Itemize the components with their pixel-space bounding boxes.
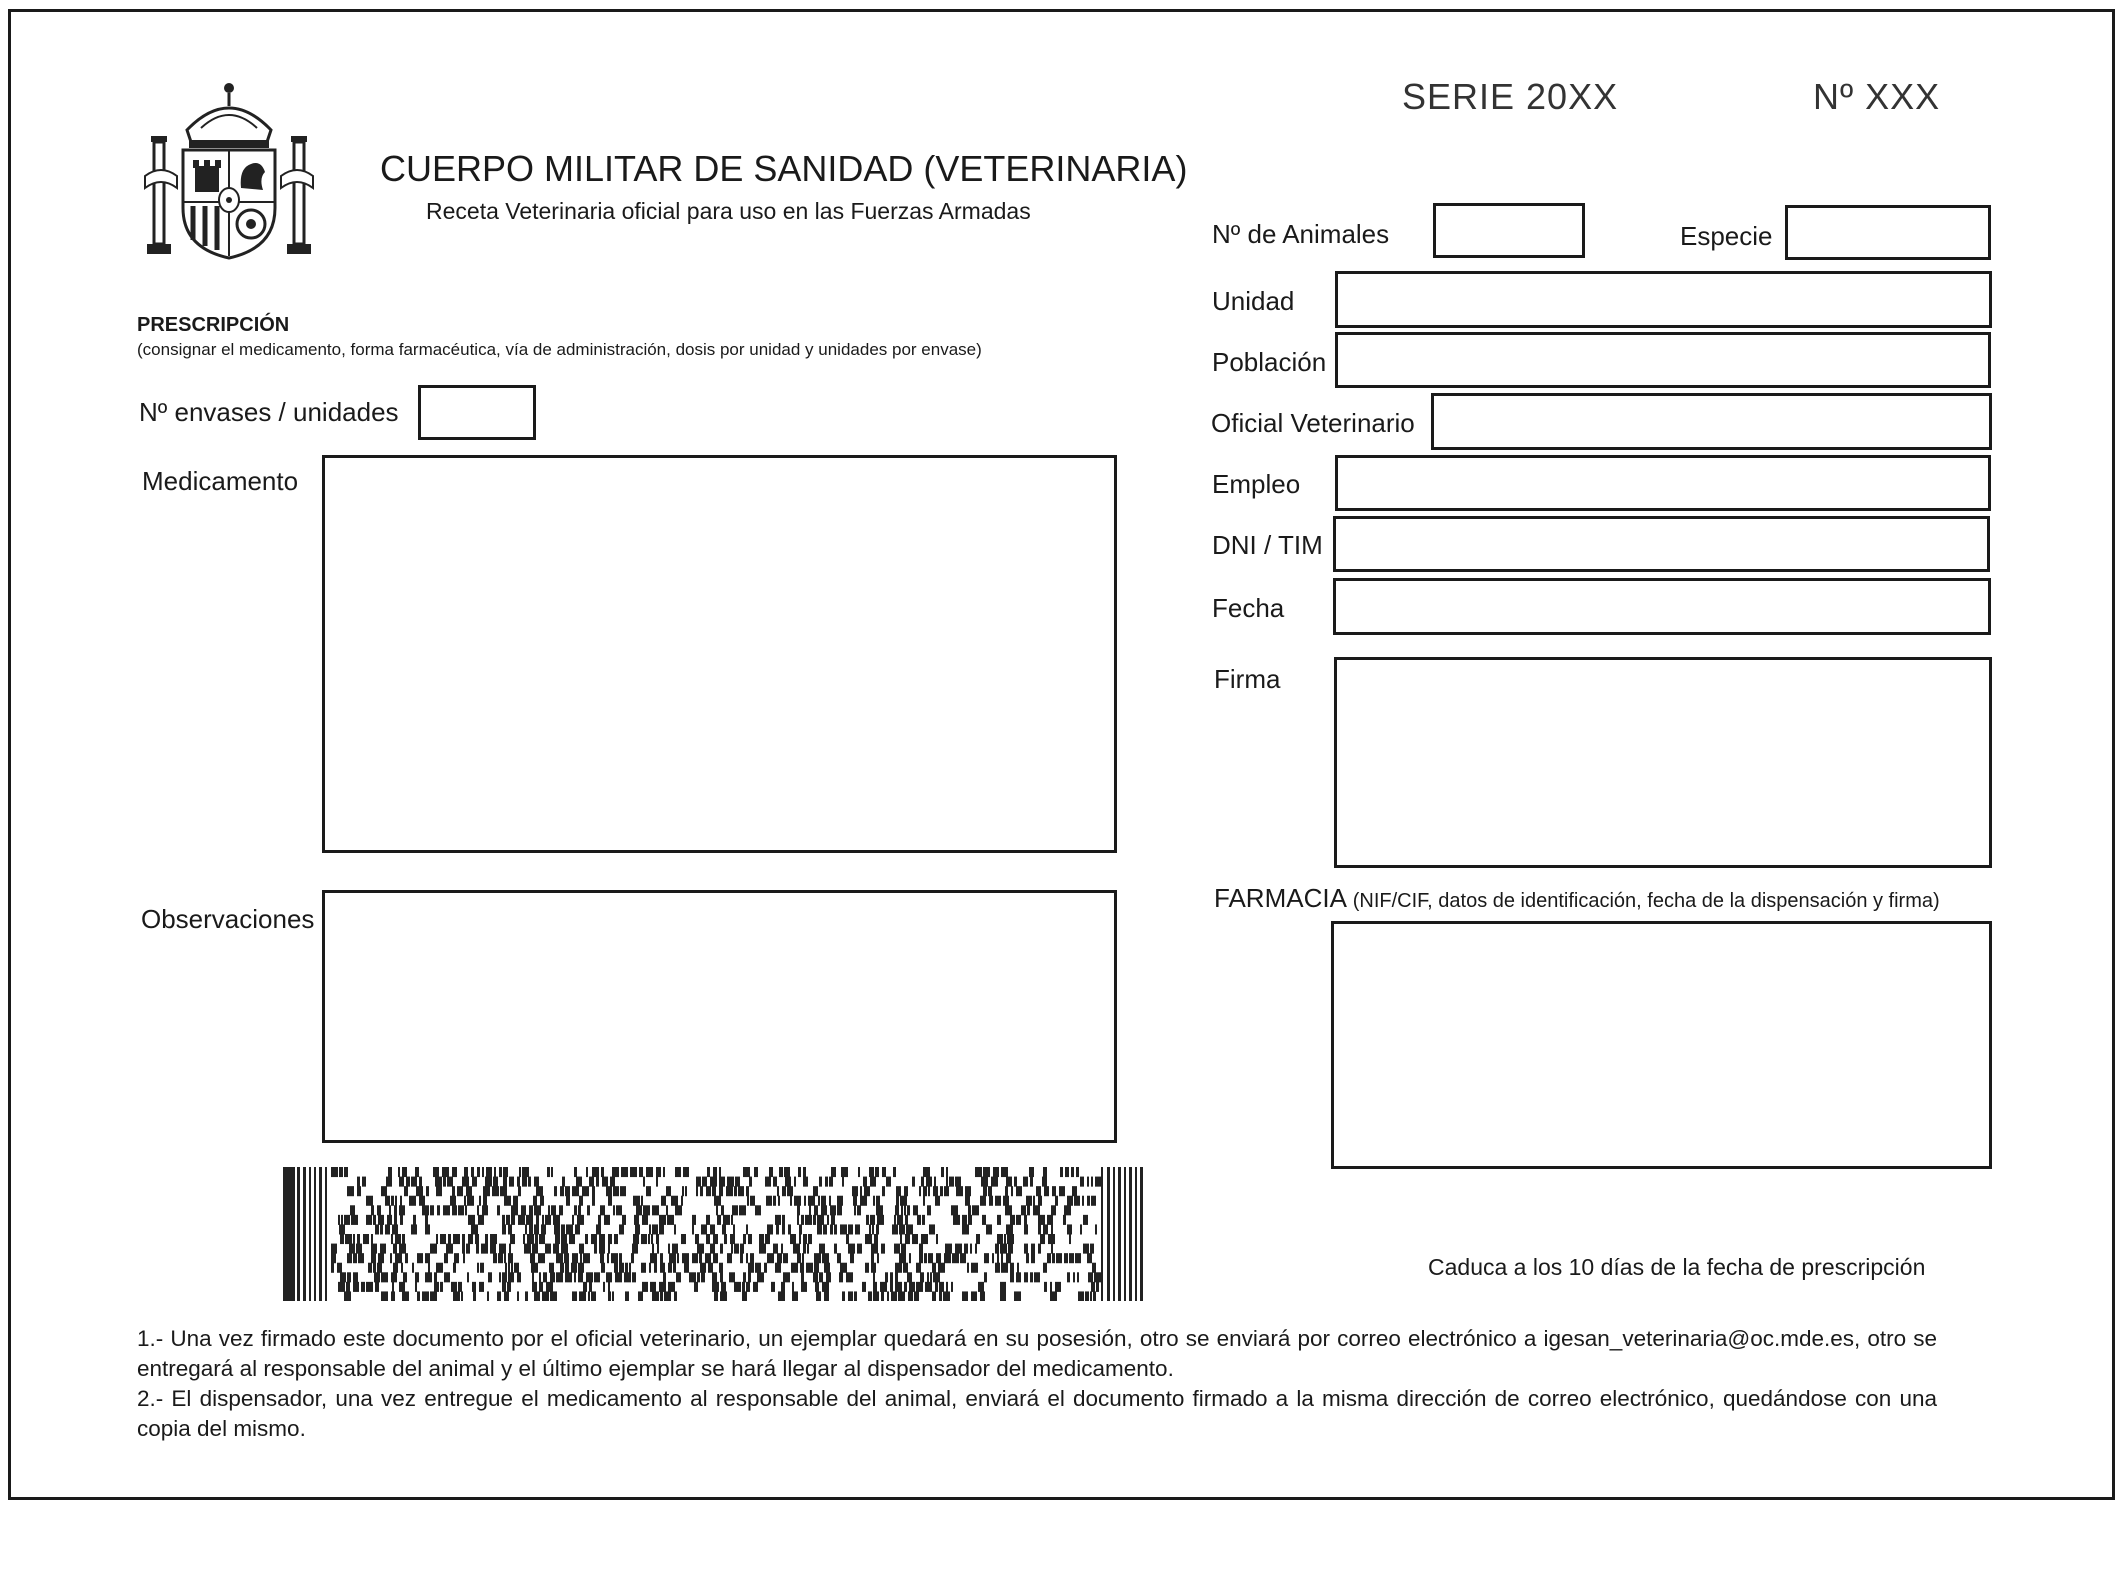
unidad-label: Unidad xyxy=(1212,286,1295,316)
firma-label: Firma xyxy=(1214,664,1281,694)
footer-notes xyxy=(137,1324,1937,1444)
unidad-field[interactable] xyxy=(1335,271,1992,328)
farmacia-heading xyxy=(1214,883,1940,914)
envases-field[interactable] xyxy=(418,385,536,440)
firma-field[interactable] xyxy=(1334,657,1992,868)
dni-field[interactable] xyxy=(1333,516,1990,572)
form-title: CUERPO MILITAR DE SANIDAD (VETERINARIA) xyxy=(380,148,1188,189)
poblacion-field[interactable] xyxy=(1335,332,1991,388)
barcode-icon xyxy=(283,1167,1145,1301)
medicamento-field[interactable] xyxy=(322,455,1117,853)
farmacia-field[interactable] xyxy=(1331,921,1992,1169)
oficial-field[interactable] xyxy=(1431,393,1992,450)
expiry-note: Caduca a los 10 días de la fecha de prescripción xyxy=(1428,1254,1926,1280)
especie-field[interactable] xyxy=(1785,205,1991,260)
empleo-label: Empleo xyxy=(1212,469,1301,499)
fecha-label: Fecha xyxy=(1212,593,1285,623)
form-subtitle: Receta Veterinaria oficial para uso en las Fuerzas Armadas xyxy=(426,198,1031,224)
coat-of-arms-icon xyxy=(143,80,315,262)
especie-label: Especie xyxy=(1680,221,1773,251)
footer-note-1: 1.- Una vez firmado este documento por el oficial veterinario, un ejemplar quedará en su posesión, otro se enviará por correo electrónico a igesan_veterinaria@oc.mde.es, otro se entregará al responsable del animal y el último ejemplar se hará llegar al dispensador del medicamento. xyxy=(137,1326,1937,1381)
observaciones-label: Observaciones xyxy=(141,904,315,934)
farmacia-note: (NIF/CIF, datos de identificación, fecha de la dispensación y firma) xyxy=(1352,890,1940,912)
serie-label: SERIE 20XX xyxy=(1402,76,1619,117)
prescription-heading: PRESCRIPCIÓN xyxy=(137,314,290,336)
numero-label: Nº XXX xyxy=(1813,76,1941,117)
prescription-note: (consignar el medicamento, forma farmacéutica, vía de administración, dosis por unidad y unidades por envase) xyxy=(137,340,982,359)
empleo-field[interactable] xyxy=(1335,455,1991,511)
observaciones-field[interactable] xyxy=(322,890,1117,1143)
oficial-label: Oficial Veterinario xyxy=(1211,408,1415,438)
dni-label: DNI / TIM xyxy=(1212,530,1323,560)
animales-field[interactable] xyxy=(1433,203,1585,258)
fecha-field[interactable] xyxy=(1333,578,1991,635)
poblacion-label: Población xyxy=(1212,347,1327,377)
footer-note-2: 2.- El dispensador, una vez entregue el medicamento al responsable del animal, enviará el documento firmado a la misma dirección de correo electrónico, quedándose con una copia del mismo. xyxy=(137,1386,1937,1441)
animales-label: Nº de Animales xyxy=(1212,219,1390,249)
envases-label: Nº envases / unidades xyxy=(139,397,399,427)
medicamento-label: Medicamento xyxy=(142,466,299,496)
farmacia-label: FARMACIA xyxy=(1214,883,1346,913)
